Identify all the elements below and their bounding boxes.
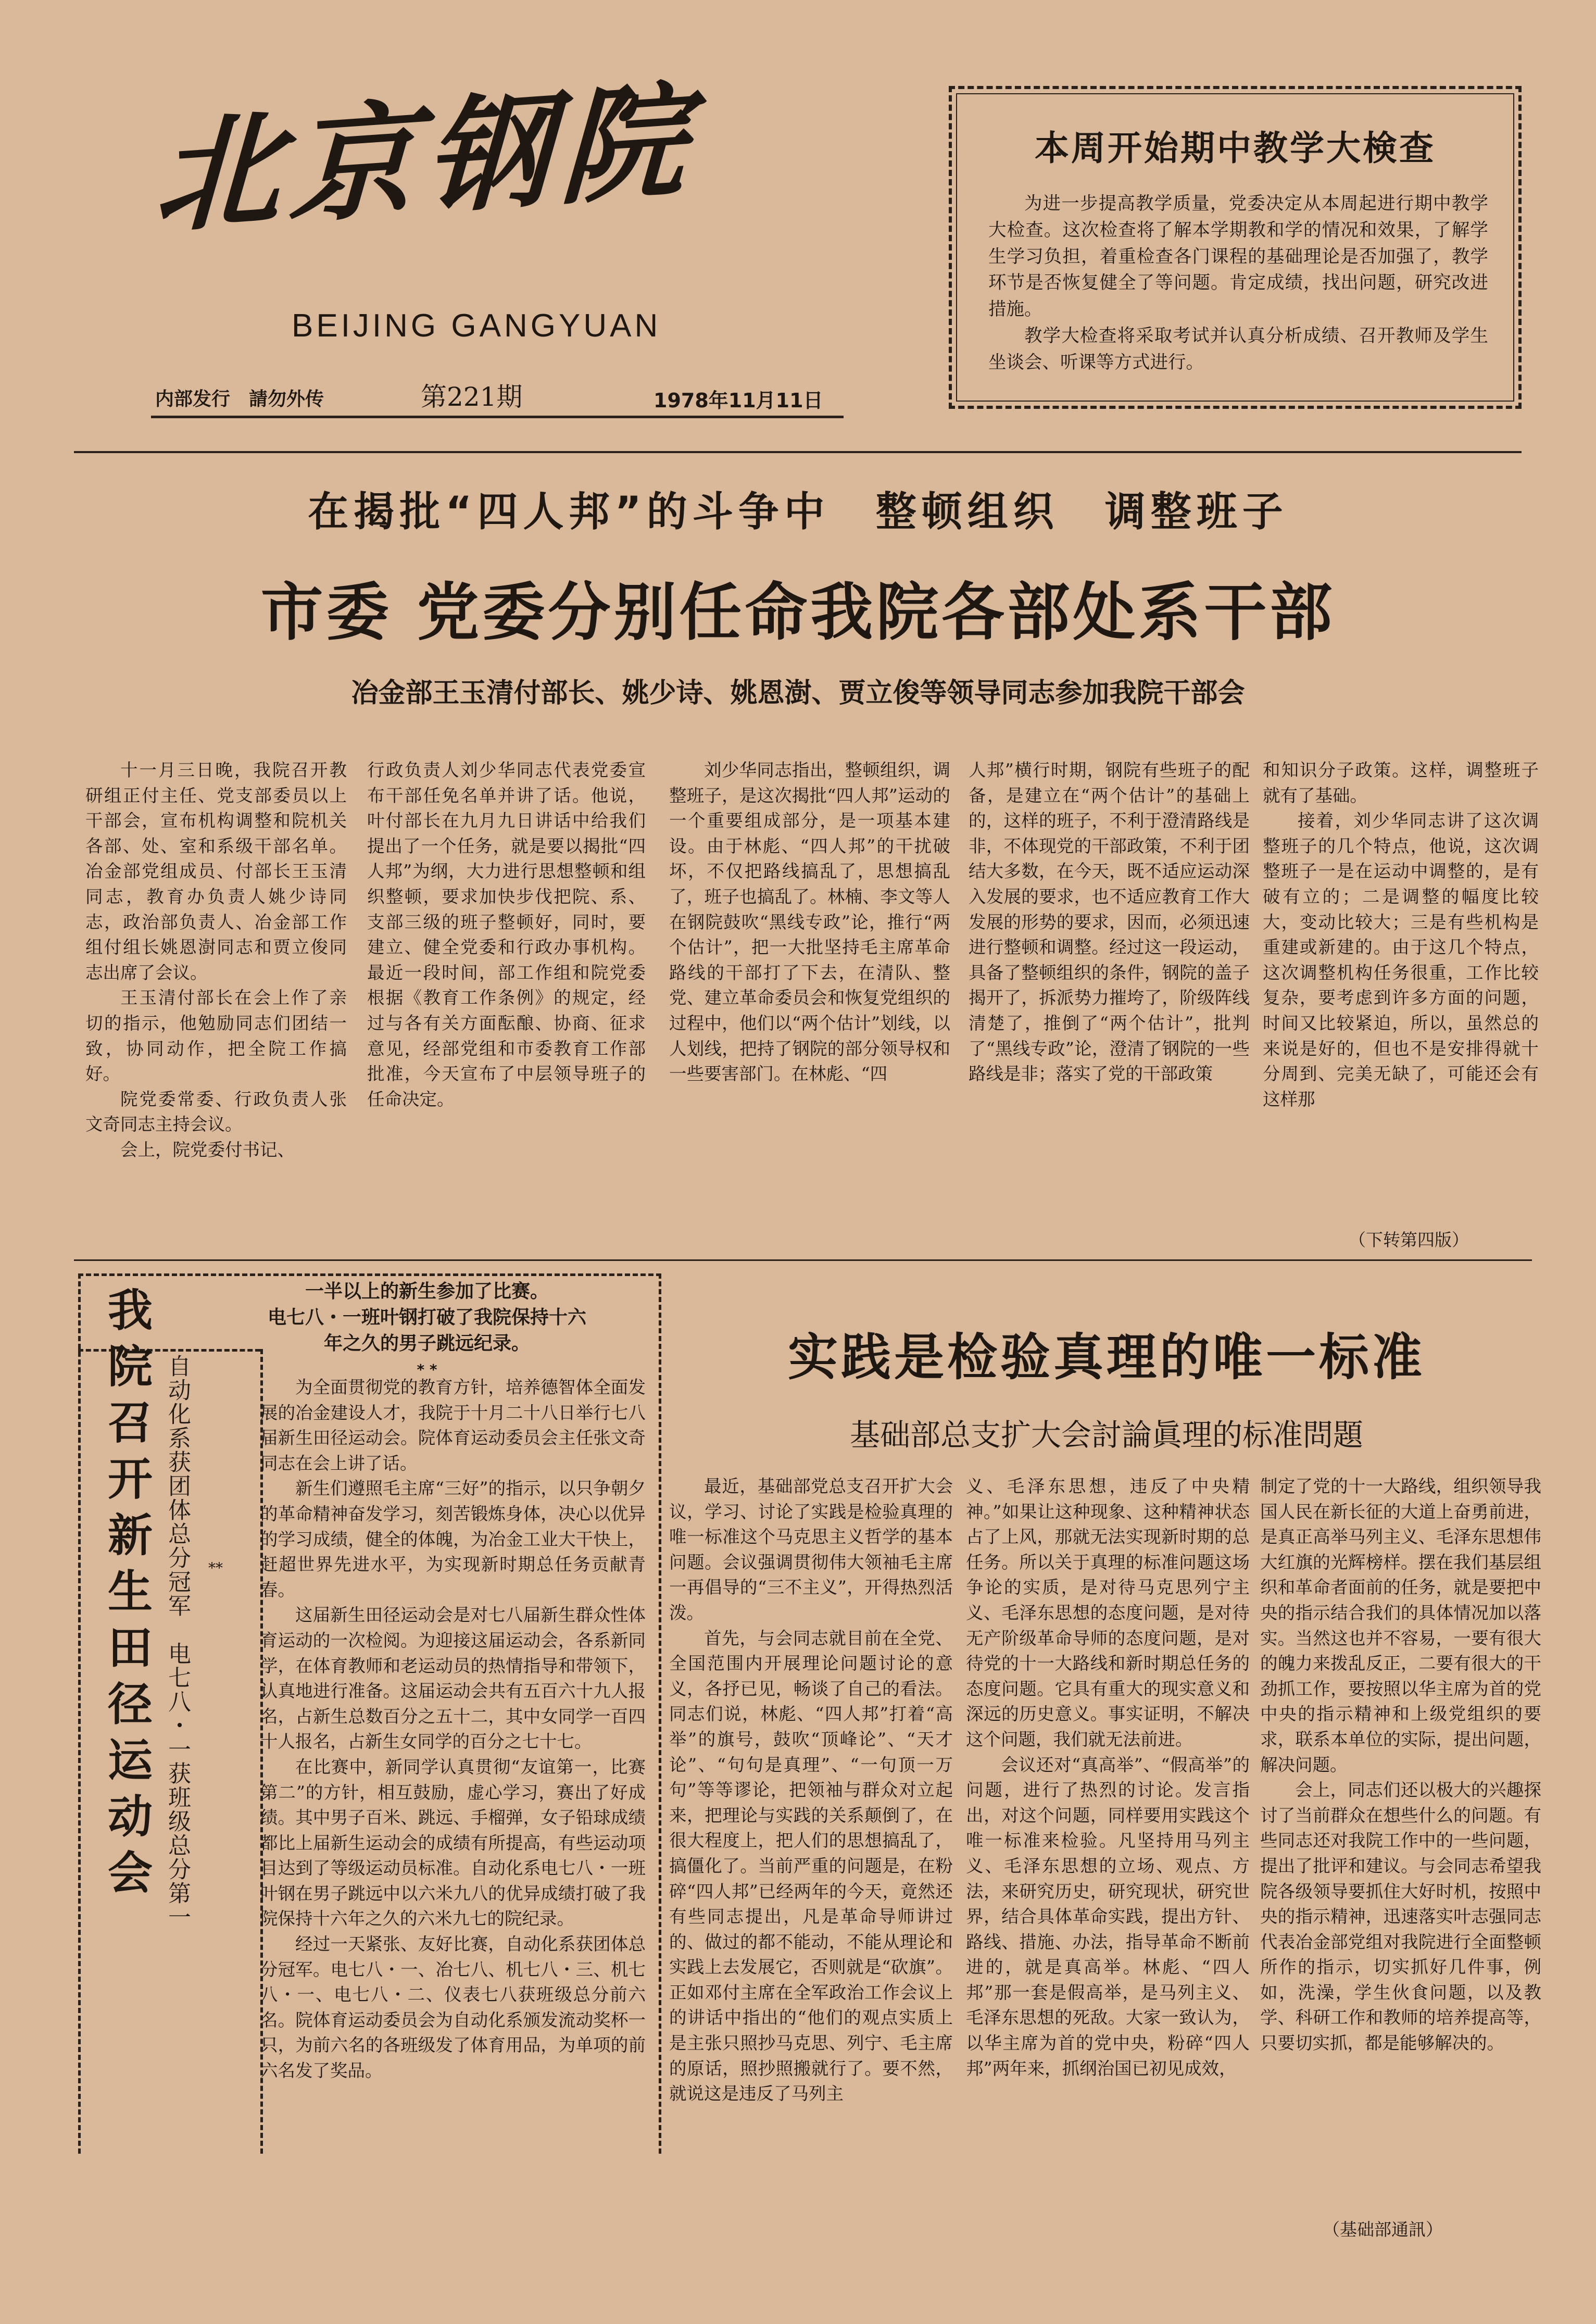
notice-paragraph: 为进一步提高教学质量，党委决定从本周起进行期中教学大检查。这次检查将了解本学期教和学的情况和效果，了解学生学习负担，着重检查各门课程的基础理论是否加强了，教学环节是否恢复健全了等问题。肯定成绩，找出问题，研究改进措施。 [988,193,1488,320]
practice-subheadline: 基础部总支扩大会討論眞理的标准問題 [849,1417,1363,1453]
middle-rule [74,1259,1532,1261]
sports-callout [260,1279,594,1383]
practice-paragraph: 最近，基础部党总支召开扩大会议，学习、讨论了实践是检验真理的唯一标准这个马克思主义哲学的基本问题。会议强调贯彻伟大领袖毛主席一再倡导的“三不主义”，开得热烈活泼。 [669,1476,953,1623]
issue-date: 1978年11月11日 [654,389,823,412]
sports-paragraph: 这届新生田径运动会是对七八届新生群众性体育运动的一次检阅。为迎接这届运动会，各系新同学，在体育教师和老运动员的热情指导和带领下，认真地进行准备。这届运动会共有五百六十九人报名，占新生总数百分之五十二，其中女同学一百四十人报名，占新生女同学的百分之七十七。 [260,1605,646,1752]
lead-column-5 [1263,758,1539,1227]
lead-column-4 [969,758,1250,1258]
lead-paragraph: 院党委常委、行政负责人张文奇同志主持会议。 [85,1089,347,1135]
lead-paragraph: 人邦”横行时期，钢院有些班子的配备，是建立在“两个估计”的基础上的，这样的班子，不利于澄清路线是非，不体现党的干部政策，不利于团结大多数，在今天，既不适应运动深入发展的要求，也不适应教育工作大发展的形势的要求，因而，必须迅速进行整顿和调整。经过这一段运动，具备了整顿组织的条件，钢院的盖子揭开了，拆派势力摧垮了，阶级阵线清楚了，推倒了“两个估计”，批判了“黑线专政”论，澄清了钢院的一些路线是非；落实了党的干部政策 [969,760,1250,1084]
notice-title: 本周开始期中教学大検查 [1035,128,1436,168]
sports-paragraph: 为全面贯彻党的教育方针，培养德智体全面发展的冶金建设人才，我院于十月二十八日举行七八届新生田径运动会。院体育运动委员会主任张文奇同志在会上讲了话。 [260,1377,646,1473]
practice-paragraph: 会上，同志们还以极大的兴趣探讨了当前群众在想些什么的问题。有些同志还对我院工作中的一些问题，提出了批评和建议。与会同志希望我院各级领导要抓住大好时机，按照中央的指示精神，迅速落实叶志强同志代表冶金部党组对我院进行全面整顿所作的指示，切实抓好几件事，例如，洗澡，学生伙食问题，以及教学、科研工作和教师的培养提高等，只要切实抓，都是能够解决的。 [1260,1780,1541,2054]
sports-stars: ** [208,1559,223,1577]
internal-distribution-note: 内部发行 請勿外传 [155,389,324,410]
sports-side-subtitle: 自动化系获团体总分冠军 电七八・一获班级总分第一 [164,1354,191,1929]
notice-body [988,191,1488,399]
lead-paragraph: 王玉清付部长在会上作了亲切的指示，他勉励同志们团结一致，协同动作，把全院工作搞好。 [85,988,347,1084]
practice-headline: 实践是检验真理的唯一标准 [788,1328,1425,1386]
lead-kicker: 在揭批“四人邦”的斗争中 整顿组织 调整班子 [308,489,1288,535]
lead-column-3 [669,758,950,1258]
sports-callout-stars: * * [417,1361,437,1378]
newspaper-flag: 北京钢院 [152,66,698,251]
issue-number: 第221期 [421,382,523,412]
continued-note: （下转第四版） [1349,1230,1469,1250]
sports-callout-line: 一半以上的新生参加了比赛。 [305,1281,549,1302]
lead-subheadline: 冶金部王玉清付部长、姚少诗、姚恩澍、贾立俊等领导同志参加我院干部会 [351,678,1245,709]
sports-body [260,1375,646,2120]
practice-column-2 [966,1474,1250,2292]
practice-paragraph: 义、毛泽东思想，违反了中央精神。”如果让这种现象、这种精神状态占了上风，那就无法实现新时期的总任务。所以关于真理的标准问题这场争论的实质，是对待马克思列宁主义、毛泽东思想的态度问题，是对待无产阶级革命导师的态度问题，是对待党的十一大路线和新时期总任务的态度问题。它具有重大的现实意义和深远的历史意义。事实证明，不解决这个问题，我们就无法前进。 [966,1476,1250,1750]
practice-paragraph: 首先，与会同志就目前在全党、全国范围内开展理论问题讨论的意义，各抒已见，畅谈了自己的看法。同志们说，林彪、“四人邦”打着“高举”的旗号，鼓吹“顶峰论”、“天才论”、“句句是真理”、“一句顶一万句”等等谬论，把领袖与群众对立起来，把理论与实践的关系颠倒了，在很大程度上，把人们的思想搞乱了，搞僵化了。当前严重的问题是，在粉碎“四人邦”已经两年的今天，竟然还有些同志提出，凡是革命导师讲过的、做过的都不能动，不能从理论和实践上去发展它，否则就是“砍旗”。正如邓付主席在全军政治工作会议上的讲话中指出的“他们的观点实质上是主张只照抄马克思、列宁、毛主席的原话，照抄照搬就行了。要不然，就说这是违反了马列主 [669,1628,953,2104]
lead-column-2 [367,758,646,1258]
practice-column-3 [1260,1474,1541,2229]
practice-paragraph: 会议还对“真高举”、“假高举”的问题，进行了热烈的讨论。发言指出，对这个问题，同样要用实践这个唯一标准来检验。凡坚持用马列主义、毛泽东思想的立场、观点、方法，来研究历史，研究现状，研究世界，结合具体革命实践，提出方针、路线、措施、办法，指导革命不断前进的，就是真高举。林彪、“四人邦”那一套是假高举，是马列主义、毛泽东思想的死敌。大家一致认为，以华主席为首的党中央，粉碎“四人邦”两年来，抓纲治国已初见成效， [966,1754,1250,2079]
practice-column-1 [669,1474,953,2292]
lead-paragraph: 和知识分子政策。这样，调整班子就有了基础。 [1263,760,1539,806]
sports-callout-line: 电七八・一班叶钢打破了我院保持十六年之久的男子跳远纪录。 [267,1307,586,1354]
notice-paragraph: 教学大检查将采取考试并认真分析成绩、召开教师及学生坐谈会、听课等方式进行。 [988,325,1488,373]
lead-paragraph: 十一月三日晚，我院召开教研组正付主任、党支部委员以上干部会，宣布机构调整和院机关各部、处、室和系级干部名单。冶金部党组成员、付部长王玉清同志，教育办负责人姚少诗同志，政治部负责人、冶金部工作组付组长姚恩澍同志和贾立俊同志出席了会议。 [85,760,347,983]
sports-paragraph: 新生们遵照毛主席“三好”的指示，以只争朝夕的革命精神奋发学习，刻苦锻炼身体，决心以优异的学习成绩，健全的体魄，为冶金工业大干快上，赶超世界先进水平，为实现新时期总任务贡献青春。 [260,1478,646,1600]
notice-box [949,86,1522,409]
sports-paragraph: 在比赛中，新同学认真贯彻“友谊第一，比赛第二”的方针，相互鼓励，虚心学习，赛出了好成绩。其中男子百米、跳远、手榴弹，女子铅球成绩都比上届新生运动会的成绩有所提高，有些运动项目达到了等级运动员标准。自动化系电七八・一班叶钢在男子跳远中以六米九八的优异成绩打破了我院保持十六年之久的六米九七的院纪录。 [260,1756,646,1929]
lead-paragraph: 刘少华同志指出，整顿组织，调整班子，是这次揭批“四人邦”运动的一个重要组成部分，是一项基本建设。由于林彪、“四人邦”的干扰破坏，不仅把路线搞乱了，思想搞乱了，班子也搞乱了。林楠、李文等人在钢院鼓吹“黑线专政”论，推行“两个估计”，把一大批坚持毛主席革命路线的干部打了下去，在清队、整党、建立革命委员会和恢复党组织的过程中，他们以“两个估计”划线，以人划线，把持了钢院的部分领导权和一些要害部门。在林彪、“四 [669,760,950,1084]
sports-headline: 我院召开新生田径运动会 [100,1286,152,1905]
lead-paragraph: 行政负责人刘少华同志代表党委宣布干部任免名单并讲了话。他说，叶付部长在九月九日讲话中给我们提出了一个任务，就是要以揭批“四人邦”为纲，大力进行思想整顿和组织整顿，要求加快步伐把院、系、支部三级的班子整顿好，同时，要建立、健全党委和行政办事机构。最近一段时间，部工作组和院党委根据《教育工作条例》的规定，经过与各有关方面酝酿、协商、征求意见，经部党组和市委教育工作部批准，今天宣布了中层领导班子的任命决定。 [367,760,646,1109]
top-rule [74,451,1522,453]
masthead-underline [151,416,844,418]
sports-paragraph: 经过一天紧张、友好比赛，自动化系获团体总分冠军。电七八・一、冶七八、机七八・三、机七八・一、电七八・二、仪表七八获班级总分前六名。院体育运动委员会为自动化系颁发流动奖杯一只，为前六名的各班级发了体育用品，为单项的前六名发了奖品。 [260,1934,646,2081]
romanized-title: BEIJING GANGYUAN [292,308,661,344]
practice-paragraph: 制定了党的十一大路线，组织领导我国人民在新长征的大道上奋勇前进，是真正高举马列主义、毛泽东思想伟大红旗的光辉榜样。摆在我们基层组织和革命者面前的任务，就是要把中央的指示结合我们的具体情况加以落实。当然这也并不容易，一要有很大的魄力来拨乱反正，二要有很大的干劲抓工作，要按照以华主席为首的党中央的指示精神和上级党组织的要求，联系本单位的实际，提出问题，解决问题。 [1260,1476,1541,1775]
practice-source: （基础部通訊） [1323,2219,1443,2240]
lead-paragraph: 接着，刘少华同志讲了这次调整班子的几个特点，他说，这次调整班子一是在运动中调整的，是有破有立的；二是调整的幅度比较大，变动比较大；三是有些机构是重建或新建的。由于这几个特点，这次调整机构任务很重，工作比较复杂，要考虑到许多方面的问题，时间又比较紧迫，所以，虽然总的来说是好的，但也不是安排得就十分周到、完美无缺了，可能还会有这样那 [1263,810,1539,1109]
lead-column-1 [85,758,347,1258]
lead-headline: 市委 党委分别任命我院各部处系干部 [260,576,1336,649]
lead-paragraph: 会上，院党委付书记、 [120,1139,295,1160]
